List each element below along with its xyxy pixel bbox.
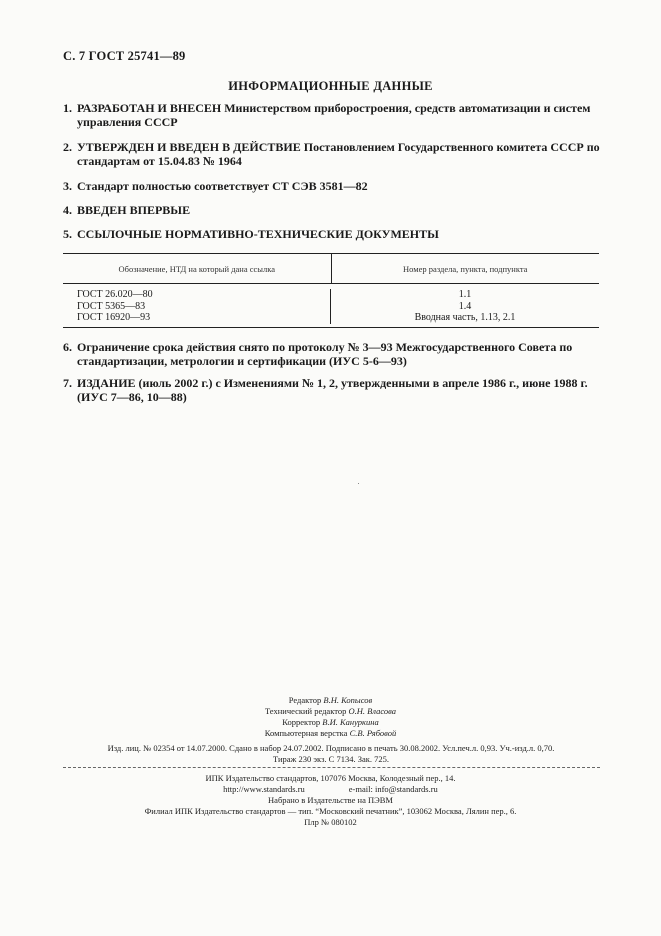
item-text-continued: (ИУС 7—86, 10—88): [77, 390, 187, 404]
table-column-sections: [331, 289, 599, 324]
credit-line: [0, 728, 661, 739]
publisher-address: ИПК Издательство стандартов, 107076 Москва, Колодезный пер., 14.: [205, 773, 456, 783]
table-cell: Вводная часть, 1.13, 2.1: [414, 312, 516, 323]
branch-address: Филиал ИПК Издательство стандартов — тип. “Московский печатник”, 103062 Москва, Лялин пер., 6.: [144, 806, 517, 816]
item-text-continued: стандартам от 15.04.83 № 1964: [77, 154, 242, 168]
scan-speck: [358, 483, 359, 484]
info-item-4: [63, 203, 601, 217]
item-text: ССЫЛОЧНЫЕ НОРМАТИВНО-ТЕХНИЧЕСКИЕ ДОКУМЕНТЫ: [77, 227, 439, 241]
credit-name: В.И. Кануркина: [322, 717, 379, 727]
credit-line: [0, 717, 661, 728]
publisher-email: e-mail: info@standards.ru: [348, 784, 438, 794]
table-body: [63, 284, 599, 327]
table-header: [63, 254, 599, 284]
table-cell: ГОСТ 16920—93: [77, 312, 151, 323]
imprint-block: [63, 743, 599, 765]
item-text: Ограничение срока действия снято по протоколу № 3—93 Межгосударственного Совета по: [77, 340, 573, 354]
page-title: ИНФОРМАЦИОННЫЕ ДАННЫЕ: [228, 79, 433, 93]
credit-role: Технический редактор: [264, 706, 347, 716]
table-column-documents: [63, 289, 331, 324]
item-number: 1.: [63, 101, 72, 115]
info-item-3: [63, 179, 601, 193]
item-number: 6.: [63, 340, 72, 354]
publisher-block: [0, 773, 661, 828]
table-cell: 1.4: [458, 300, 472, 312]
item-text-continued: управления СССР: [77, 115, 178, 129]
table-cell: ГОСТ 5365—83: [77, 300, 146, 312]
publisher-contacts: [0, 784, 661, 795]
credit-role: Корректор: [282, 717, 321, 727]
typeset-note: Набрано в Издательстве на ПЭВМ: [268, 795, 393, 805]
credit-name: С.В. Рябовой: [349, 728, 397, 738]
reference-table: [63, 253, 599, 328]
item-number: 4.: [63, 203, 72, 217]
item-text: РАЗРАБОТАН И ВНЕСЕН Министерством приборостроения, средств автоматизации и систем: [77, 101, 591, 115]
page-header: С. 7 ГОСТ 25741—89: [63, 49, 186, 63]
table-header-cell: Обозначение, НТД на который дана ссылка: [63, 254, 332, 283]
item-text: ВВЕДЕН ВПЕРВЫЕ: [77, 203, 191, 217]
credit-role: Редактор: [288, 695, 322, 705]
item-text: УТВЕРЖДЕН И ВВЕДЕН В ДЕЙСТВИЕ Постановлением Государственного комитета СССР по: [77, 140, 600, 154]
info-item-7: [63, 376, 601, 404]
credit-line: [0, 706, 661, 717]
imprint-line: Изд. лиц. № 02354 от 14.07.2000. Сдано в набор 24.07.2002. Подписано в печать 30.08.2002. Усл.печ.л. 0,93. Уч.-изд.л. 0,70.: [107, 743, 555, 753]
info-item-6: [63, 340, 601, 368]
imprint-line: Тираж 230 экз. С 7134. Зак. 725.: [272, 754, 390, 764]
table-cell: 1.1: [458, 289, 472, 300]
item-text-continued: стандартизации, метрологии и сертификации (ИУС 5-6—93): [77, 354, 407, 368]
item-number: 2.: [63, 140, 72, 154]
credit-role: Компьютерная верстка: [264, 728, 348, 738]
credit-line: [0, 695, 661, 706]
divider: [63, 767, 600, 768]
item-text: Стандарт полностью соответствует СТ СЭВ 3581—82: [77, 179, 368, 193]
table-cell: ГОСТ 26.020—80: [77, 289, 153, 300]
info-item-1: [63, 101, 601, 129]
item-text: ИЗДАНИЕ (июль 2002 г.) с Изменениями № 1, 2, утвержденными в апреле 1986 г., июне 1988 г.: [77, 376, 588, 390]
credit-name: В.Н. Копысов: [323, 695, 373, 705]
credit-name: О.Н. Власова: [348, 706, 397, 716]
credits-block: [0, 695, 661, 739]
info-item-5: [63, 227, 601, 241]
info-item-2: [63, 140, 601, 168]
item-number: 5.: [63, 227, 72, 241]
item-number: 7.: [63, 376, 72, 390]
table-header-cell: Номер раздела, пункта, подпункта: [403, 263, 528, 274]
license-number: Плр № 080102: [304, 817, 357, 827]
item-number: 3.: [63, 179, 72, 193]
publisher-website: http://www.standards.ru: [223, 784, 305, 794]
